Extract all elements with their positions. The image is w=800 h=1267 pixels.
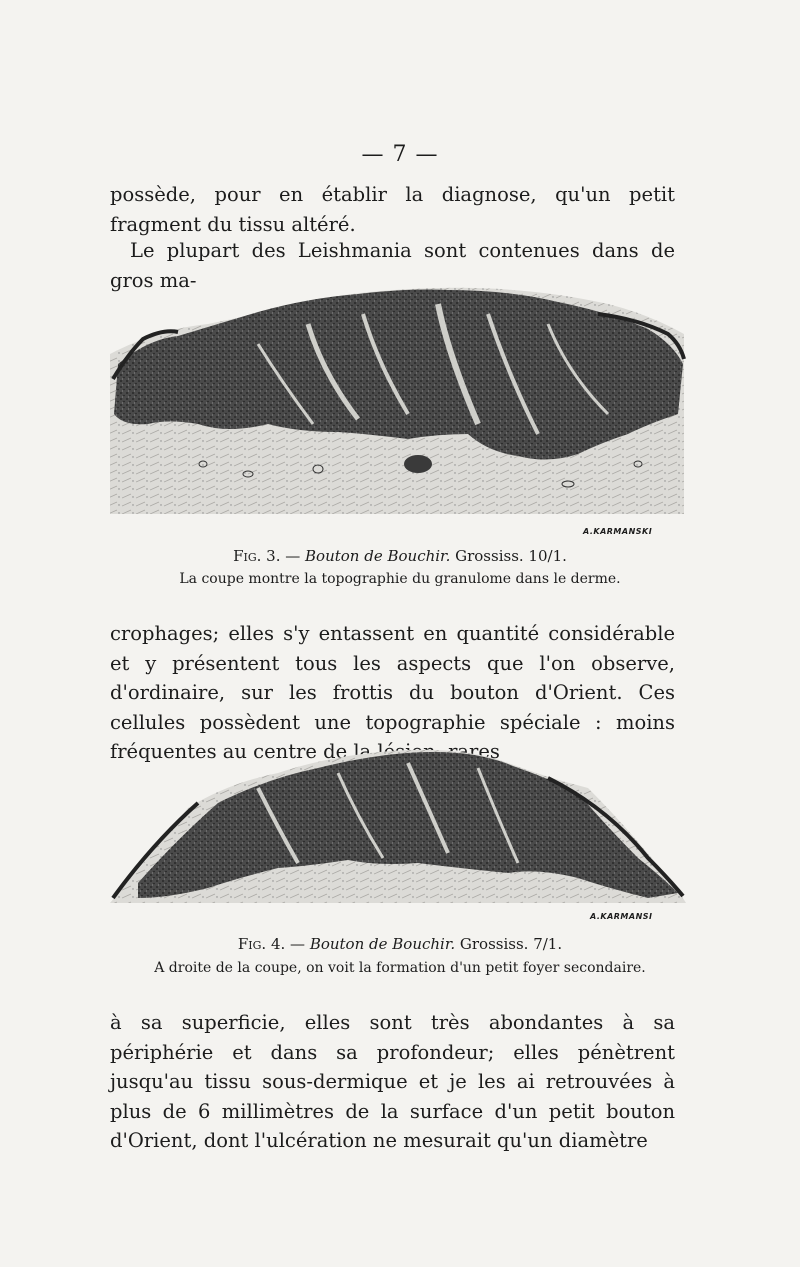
artist-signature: A.KARMANSI <box>590 912 653 921</box>
figure-title: Bouton de Bouchir. <box>309 935 456 953</box>
histology-section-image <box>108 284 688 524</box>
figure-magnification: Grossiss. 7/1. <box>459 935 563 953</box>
paragraph-3: crophages; elles s'y entassent en quantité considérable et y présentent tous les aspects que l'on observe, d'ordinaire, sur les frottis du bouton d'Orient. Ces cellules possèdent une topographie spéciale : moins fréquentes au centre de la lésion, rares <box>110 622 675 763</box>
page-number: — 7 — <box>361 142 439 167</box>
figure-3-caption <box>0 546 800 566</box>
figure-3-illustration <box>108 284 688 524</box>
figure-title: Bouton de Bouchir. <box>305 547 451 565</box>
artist-signature: A.KARMANSKI <box>583 527 653 536</box>
figure-4-legend: A droite de la coupe, on voit la formation d'un petit foyer secondaire. <box>154 960 646 976</box>
histology-section-image <box>108 748 688 913</box>
figure-3-legend: La coupe montre la topographie du granulome dans le derme. <box>179 571 621 587</box>
paragraph-1: possède, pour en établir la diagnose, qu'un petit fragment du tissu altéré. <box>110 183 675 236</box>
figure-4-illustration <box>108 748 688 913</box>
figure-4-caption <box>0 934 800 954</box>
figure-label: Fig. 3. — <box>233 547 301 565</box>
figure-magnification: Grossiss. 10/1. <box>455 547 567 565</box>
figure-label: Fig. 4. — <box>237 935 306 953</box>
paragraph-4: à sa superficie, elles sont très abondantes à sa périphérie et dans sa profondeur; elles pénètrent jusqu'au tissu sous-dermique et je les ai retrouvées à plus de 6 millimètres de la surface d'un petit bouton d'Orient, dont l'ulcération ne mesurait qu'un diamètre <box>110 1011 675 1152</box>
paragraph-2: Le plupart des Leishmania sont contenues dans de gros ma- <box>110 239 675 292</box>
